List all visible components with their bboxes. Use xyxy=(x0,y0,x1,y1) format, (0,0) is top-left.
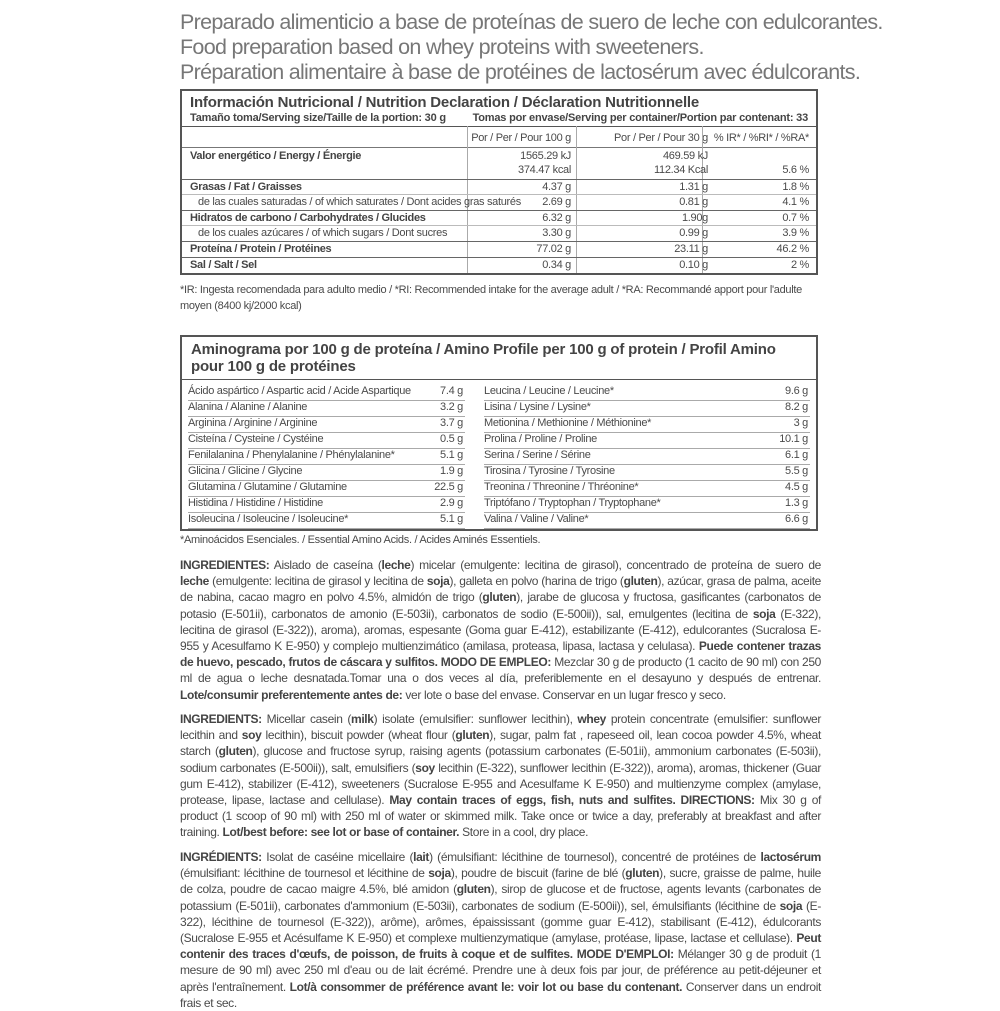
row-divider xyxy=(182,257,816,258)
ingredient-text: protein concentrate (emulsifier: sunflower lecithin and xyxy=(180,712,822,743)
ingredient-text: Mix 30 g of product (1 scoop of 90 ml) with 250 ml of water or skimmed milk. Take once or twice a day, preferably at breakfast and after training. xyxy=(180,793,822,840)
amino-footnote: *Aminoácidos Esenciales. / Essential Amino Acids. / Acides Aminés Essentiels. xyxy=(180,534,541,546)
ingredient-text: ), azúcar, grasa de palma, aceite de nabina, cacao magro en polvo 4.5%, almidón de trigo ( xyxy=(180,574,822,605)
amino-row xyxy=(188,480,465,497)
ingredient-text: ), glucose and fructose syrup, raising agents (potassium carbonates (E-501ii), ammonium carbonates (E-503ii), sodium carbonates (E-500ii)), salt, emulsifiers ( xyxy=(180,744,821,775)
nutrient-v100: 2.69 g xyxy=(542,196,571,208)
servings-per-container: Tomas por envase/Serving per container/Portion par contenant: 33 xyxy=(472,112,808,124)
ingredient-bold-text: Lote/consumir preferentemente antes de: xyxy=(180,687,403,702)
ingredient-text: ) isolate (emulsifier: sunflower lecithin), xyxy=(373,712,578,726)
amino-value: 0.5 g xyxy=(440,433,463,445)
amino-value: 6.1 g xyxy=(785,449,808,461)
nutrient-v100: 4.37 g xyxy=(542,181,571,193)
amino-row xyxy=(188,512,465,529)
nutrient-v100: 3.30 g xyxy=(542,227,571,239)
amino-value: 2.9 g xyxy=(440,497,463,509)
title-es: Preparado alimenticio a base de proteínas de suero de leche con edulcorantes. xyxy=(180,10,883,34)
ingredient-text: Store in a cool, dry place. xyxy=(459,825,589,840)
amino-name: Fenilalanina / Phenylalanine / Phénylalanine* xyxy=(188,449,395,461)
ingredient-text: Isolat de caséine micellaire ( xyxy=(261,850,414,864)
amino-name: Ácido aspártico / Aspartic acid / Acide Aspartique xyxy=(188,385,411,397)
ingredient-bold-text: leche xyxy=(381,558,411,572)
ingredient-bold-text: gluten xyxy=(456,882,491,897)
amino-name: Cisteína / Cysteine / Cystéine xyxy=(188,433,324,445)
amino-row xyxy=(484,400,810,417)
nutrient-v30: 0.10 g xyxy=(679,259,708,271)
nutrient-label: Valor energético / Energy / Énergie xyxy=(190,150,362,162)
ingredient-text: (E-322), lecitina de girasol (E-322)), aroma), aromas, espesante (Goma guar E-412), estabilizante (E-412), edulcorantes (Sucralosa E-955 y Acesulfamo K E-950) y complejo multienzimático (amilasa, proteasa, lipasa, lactasa y celulasa). xyxy=(180,606,821,654)
nutrient-ri: 1.8 % xyxy=(782,181,809,193)
amino-name: Tirosina / Tyrosine / Tyrosine xyxy=(484,465,615,477)
amino-table xyxy=(180,335,818,531)
amino-value: 1.9 g xyxy=(440,465,463,477)
amino-value: 3.2 g xyxy=(440,401,463,413)
ingredients-en xyxy=(180,711,821,841)
amino-row xyxy=(484,512,810,529)
amino-row xyxy=(188,464,465,481)
amino-value: 8.2 g xyxy=(785,401,808,413)
title-en: Food preparation based on whey proteins with sweeteners. xyxy=(180,35,704,59)
amino-value: 4.5 g xyxy=(785,481,808,493)
amino-name: Lisina / Lysine / Lysine* xyxy=(484,401,591,413)
ingredient-text: ), galleta en polvo (harina de trigo ( xyxy=(449,574,624,589)
ingredient-bold-text: soy xyxy=(415,760,435,775)
amino-name: Serina / Serine / Sérine xyxy=(484,449,591,461)
col-header-30g: Por / Per / Pour 30 g xyxy=(614,132,708,144)
amino-row xyxy=(484,496,810,513)
amino-name: Treonina / Threonine / Thréonine* xyxy=(484,481,639,493)
ingredient-bold-text: May contain traces of eggs, fish, nuts and sulfites. DIRECTIONS: xyxy=(389,793,755,808)
ingredients-es xyxy=(180,557,821,703)
nutrient-v30: 0.99 g xyxy=(679,227,708,239)
ingredient-text: Micellar casein ( xyxy=(261,712,351,726)
nutrient-v100: 77.02 g xyxy=(536,243,571,255)
ingredient-bold-text: soy xyxy=(241,728,262,743)
amino-value: 22.5 g xyxy=(434,481,463,493)
ingredient-text: ver lote o base del envase. Conservar en un lugar fresco y seco. xyxy=(402,687,726,702)
row-divider xyxy=(182,225,816,226)
nutrient-ri: 0.7 % xyxy=(782,212,809,224)
nutrient-label: de las cuales saturadas / of which saturates / Dont acides gras saturés xyxy=(198,196,521,208)
amino-name: Isoleucina / Isoleucine / Isoleucine* xyxy=(188,513,349,525)
ingredient-bold-text: gluten xyxy=(625,866,660,881)
amino-value: 5.1 g xyxy=(440,513,463,525)
amino-value: 9.6 g xyxy=(785,385,808,397)
amino-name: Arginina / Arginine / Arginine xyxy=(188,417,318,429)
amino-name: Alanina / Alanine / Alanine xyxy=(188,401,308,413)
ingredient-text: ) (émulsifiant: lécithine de tournesol), concentré de protéines de xyxy=(429,850,761,864)
amino-row xyxy=(484,464,810,481)
ingredient-bold-text: INGRÉDIENTS: xyxy=(180,850,262,864)
ingredient-bold-text: Peut contenir des traces d'œufs, de poisson, de fruits à coque et de sulfites. MODE D'EMPLOI: xyxy=(180,931,821,962)
amino-name: Leucina / Leucine / Leucine* xyxy=(484,385,614,397)
amino-name: Histidina / Histidine / Histidine xyxy=(188,497,323,509)
divider xyxy=(182,147,816,148)
ingredient-bold-text: gluten xyxy=(455,728,490,743)
ingredient-bold-text: INGREDIENTS: xyxy=(180,712,262,726)
ingredient-text: ), poudre de biscuit (farine de blé ( xyxy=(450,866,626,881)
nutrient-ri: 46.2 % xyxy=(776,243,809,255)
nutrient-label: Proteína / Protein / Protéines xyxy=(190,243,332,255)
ingredient-bold-text: Puede contener trazas de huevo, pescado, frutos de cáscara y sulfitos. MODO DE EMPLEO: xyxy=(180,639,821,670)
nutrient-v30: 23.11 g xyxy=(674,243,708,255)
amino-row xyxy=(484,384,810,401)
row-divider xyxy=(182,194,816,195)
ingredient-text: ), sugar, palm fat , rapeseed oil, lean cocoa powder 4.5%, wheat starch ( xyxy=(180,728,821,759)
amino-value: 10.1 g xyxy=(779,433,808,445)
amino-name: Valina / Valine / Valine* xyxy=(484,513,589,525)
row-divider xyxy=(182,179,816,180)
ingredient-text: lecithin (E-322), sunflower lecithin (E-322)), aroma), aromas, thickener (Guar gum E-412), stabilizer (E-412), sweeteners (Sucralose E-955 and Acesulfame K E-950) and multienzyme complex (amylase, protease, lipase, lactase and cellulase). xyxy=(180,760,822,808)
amino-value: 3 g xyxy=(793,417,808,429)
amino-row xyxy=(484,432,810,449)
ingredient-bold-text: Lot/best before: see lot or base of container. xyxy=(222,825,460,840)
amino-value: 3.7 g xyxy=(440,417,463,429)
ri-footnote: *IR: Ingesta recomendada para adulto medio / *RI: Recommended intake for the average adult / *RA: Recommandé apport pour l'adulte moyen (8400 kj/2000 kcal) xyxy=(180,284,802,312)
nutrient-ri: 2 % xyxy=(790,259,809,271)
nutrient-v30: 469.59 kJ xyxy=(662,150,708,162)
amino-name: Metionina / Methionine / Méthionine* xyxy=(484,417,652,429)
ingredient-bold-text: lactosérum xyxy=(760,850,821,864)
amino-value: 1.3 g xyxy=(785,497,808,509)
ingredient-bold-text: gluten xyxy=(623,574,658,589)
nutrient-label: Hidratos de carbono / Carbohydrates / Glucides xyxy=(190,212,426,224)
ingredient-bold-text: gluten xyxy=(218,744,253,759)
ingredients-fr xyxy=(180,849,821,1011)
amino-name: Glutamina / Glutamine / Glutamine xyxy=(188,481,347,493)
nutrition-table xyxy=(180,89,818,275)
nutrient-v30: 112.34 Kcal xyxy=(654,164,708,176)
ingredient-bold-text: soja xyxy=(426,574,450,589)
amino-value: 5.5 g xyxy=(785,465,808,477)
amino-row xyxy=(484,480,810,497)
nutrient-label: de los cuales azúcares / of which sugars / Dont sucres xyxy=(198,227,448,239)
nutrient-ri: 4.1 % xyxy=(782,196,809,208)
ingredient-text: lecithin), biscuit powder (wheat flour ( xyxy=(261,728,456,743)
amino-row xyxy=(188,416,465,433)
amino-row xyxy=(188,432,465,449)
ingredient-text: (émulsifiant: lécithine de tournesol et lécithine de xyxy=(180,866,429,881)
row-divider xyxy=(182,210,816,211)
ingredient-text: (emulgente: lecitina de girasol y lecitina de xyxy=(208,574,427,589)
product-titles xyxy=(180,10,883,85)
ingredient-bold-text: INGREDIENTES: xyxy=(180,558,270,572)
nutrient-label: Sal / Salt / Sel xyxy=(190,259,257,271)
ingredient-bold-text: Lot/à consommer de préférence avant le: voir lot ou base du contenant. xyxy=(289,979,683,994)
nutrient-v30: 0.81 g xyxy=(679,196,708,208)
ingredient-text: Conserver dans un endroit frais et sec. xyxy=(180,979,821,1010)
serving-size: Tamaño toma/Serving size/Taille de la portion: 30 g xyxy=(190,112,446,124)
amino-row xyxy=(188,448,465,465)
nutrient-ri: 5.6 % xyxy=(782,164,809,176)
nutrient-ri: 3.9 % xyxy=(782,227,809,239)
ingredient-bold-text: milk xyxy=(351,712,374,726)
ingredient-bold-text: soja xyxy=(752,606,776,621)
divider xyxy=(182,126,816,127)
amino-value: 7.4 g xyxy=(440,385,463,397)
ingredient-bold-text: gluten xyxy=(482,590,517,605)
amino-name: Glicina / Glicine / Glycine xyxy=(188,465,303,477)
col-header-100g: Por / Per / Pour 100 g xyxy=(471,132,571,144)
nutrient-v30: 1.31 g xyxy=(679,181,708,193)
nutrient-label: Grasas / Fat / Graisses xyxy=(190,181,302,193)
amino-name: Triptófano / Tryptophan / Tryptophane* xyxy=(484,497,661,509)
col-header-ri: % IR* / %RI* / %RA* xyxy=(713,132,809,144)
ingredient-bold-text: soja xyxy=(428,866,451,881)
amino-title: Aminograma por 100 g de proteína / Amino Profile per 100 g of protein / Profil Amino pour 100 g de protéines xyxy=(191,341,776,375)
amino-row xyxy=(188,400,465,417)
nutrition-heading: Información Nutricional / Nutrition Declaration / Déclaration Nutritionnelle xyxy=(190,94,700,111)
divider xyxy=(182,379,816,380)
ingredient-bold-text: lait xyxy=(413,850,430,864)
ingredient-text: ), jarabe de glucosa y fructosa, gasificantes (carbonatos de potasio (E-501ii), carbonatos de amonio (E-503ii), carbonatos de sodio (E-500ii)), sal, emulgentes (lecitina de xyxy=(180,590,821,621)
amino-name: Prolina / Proline / Proline xyxy=(484,433,597,445)
nutrient-v100: 6.32 g xyxy=(542,212,571,224)
ingredient-text: Aislado de caseína ( xyxy=(269,558,382,572)
amino-row xyxy=(484,448,810,465)
ingredient-text: (E-322), lécithine de tournesol (E-322)), arôme), arômes, épaississant (gomme guar E-412), stabilisant (E-412), édulcorants (Sucralose E-955 et Acésulfame K E-950) et complexe multienzymatique (amylase, protéase, lipase, lactase et cellulase). xyxy=(180,898,821,946)
ingredient-text: Mélanger 30 g de produit (1 mesure de 90 ml) avec 250 ml d'eau ou de lait écrémé. Prendre une à deux fois par jour, de préférence au petit-déjeuner et après l'entraînement. xyxy=(180,947,821,994)
title-fr: Préparation alimentaire à base de protéines de lactosérum avec édulcorants. xyxy=(180,60,861,84)
col-divider xyxy=(576,126,577,273)
ingredient-bold-text: leche xyxy=(180,574,209,589)
amino-value: 5.1 g xyxy=(440,449,463,461)
amino-value: 6.6 g xyxy=(785,513,808,525)
ingredient-bold-text: whey xyxy=(577,712,607,726)
amino-row xyxy=(188,496,465,513)
nutrient-v30: 1.90g xyxy=(681,212,708,224)
ingredient-text: ) micelar (emulgente: lecitina de girasol), concentrado de proteína de suero de xyxy=(410,558,821,572)
nutrient-v100: 0.34 g xyxy=(542,259,571,271)
amino-row xyxy=(188,384,465,401)
nutrient-v100: 1565.29 kJ xyxy=(520,150,571,162)
ingredient-text: ), sucre, graisse de palme, huile de colza, poudre de cacao maigre 4.5%, blé amidon ( xyxy=(180,866,821,897)
ingredient-bold-text: soja xyxy=(779,898,803,913)
amino-row xyxy=(484,416,810,433)
ingredient-text: ), sirop de glucose et de fructose, agents levants (carbonates de potassium (E-501ii), carbonates d'ammonium (E-503ii), carbonates de sodium (E-500ii)), sel, émulsifiants (lécithine de xyxy=(180,882,821,913)
nutrient-v100: 374.47 kcal xyxy=(518,164,571,176)
ingredient-text: Mezclar 30 g de producto (1 cacito de 90 ml) con 250 ml de agua o leche desnatada.Tomar una o dos veces al día, preferiblemente en el desayuno y después de entrenar. xyxy=(180,655,821,686)
row-divider xyxy=(182,241,816,242)
